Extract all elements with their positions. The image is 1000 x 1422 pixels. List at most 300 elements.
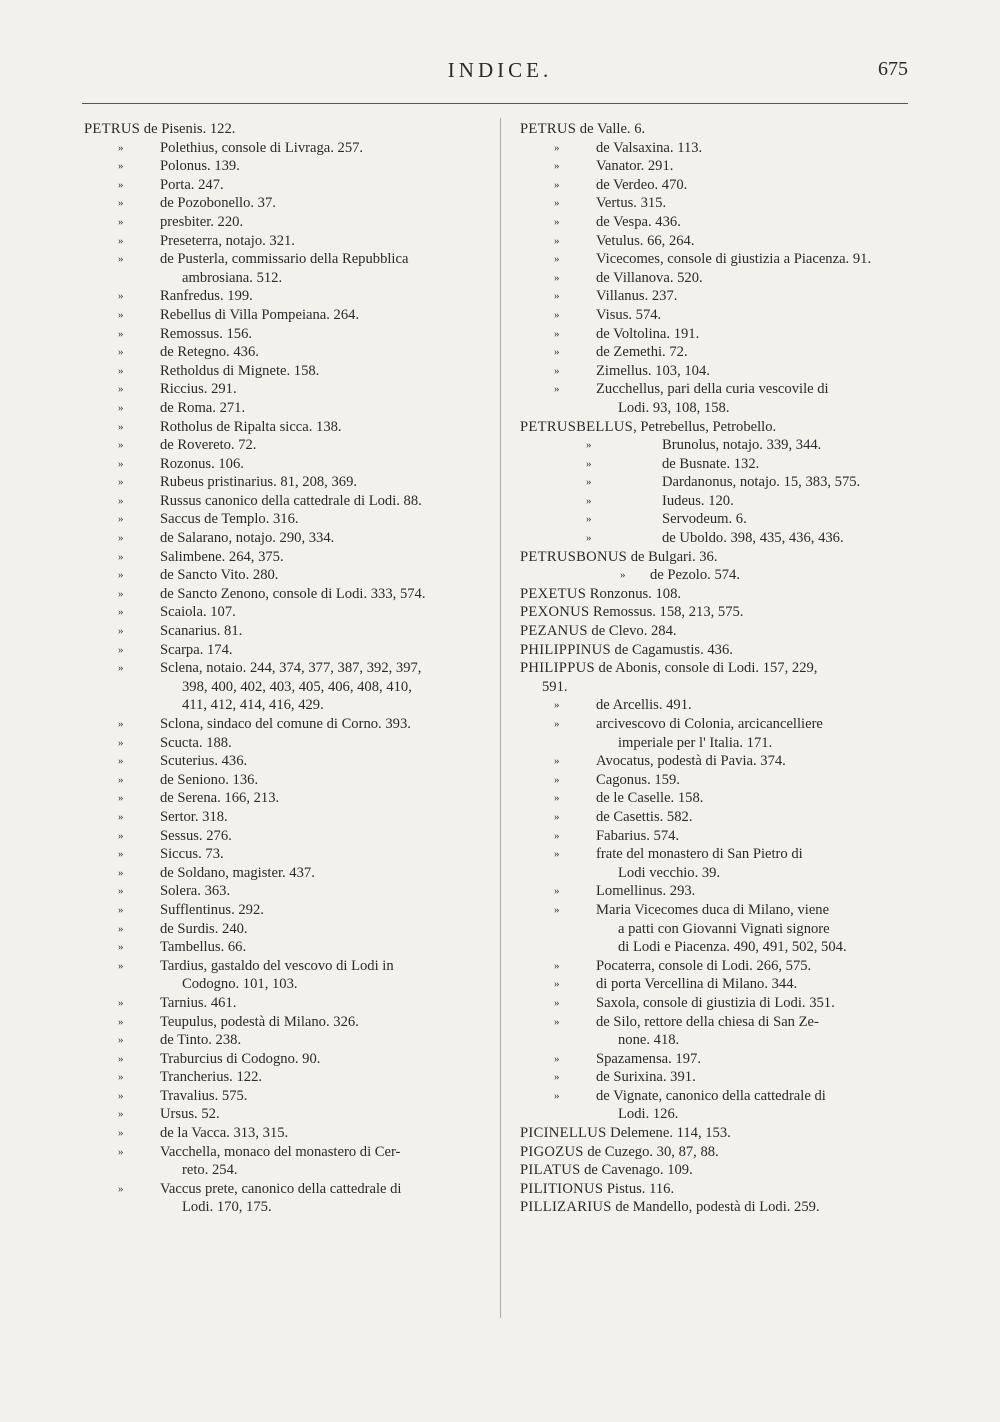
index-entry	[520, 120, 912, 139]
index-entry	[520, 566, 912, 585]
index-entry	[84, 1105, 482, 1124]
entry-continuation: none. 418.	[618, 1032, 680, 1049]
entry-text: de Sancto Vito. 280.	[160, 567, 279, 584]
index-entry	[520, 603, 912, 622]
ditto-mark: »	[554, 197, 560, 210]
index-entry	[520, 418, 912, 437]
ditto-mark: »	[118, 494, 124, 507]
entry-text: de Tinto. 238.	[160, 1032, 242, 1049]
entry-text: de Vespa. 436.	[596, 213, 681, 230]
index-entry	[520, 1143, 912, 1162]
index-entry	[84, 827, 482, 846]
index-entry	[84, 771, 482, 790]
index-entry	[520, 362, 912, 381]
entry-text: Delemene. 114, 153.	[606, 1125, 731, 1142]
ditto-mark: »	[586, 494, 592, 507]
ditto-mark: »	[554, 829, 560, 842]
ditto-mark: »	[118, 476, 124, 489]
entry-text: Avocatus, podestà di Pavia. 374.	[596, 753, 786, 770]
index-entry	[520, 641, 912, 660]
ditto-mark: »	[586, 513, 592, 526]
ditto-mark: »	[118, 197, 124, 210]
entry-continuation: Lodi. 93, 108, 158.	[618, 399, 730, 416]
index-entry	[84, 380, 482, 399]
index-entry	[84, 139, 482, 158]
entry-text: Solera. 363.	[160, 883, 231, 900]
ditto-mark: »	[118, 662, 124, 675]
index-entry	[84, 1143, 482, 1180]
ditto-mark: »	[554, 141, 560, 154]
ditto-mark: »	[118, 718, 124, 730]
ditto-mark: »	[118, 941, 124, 954]
index-entry	[84, 734, 482, 753]
ditto-mark: »	[554, 290, 560, 303]
entry-text: de Roma. 271.	[160, 399, 246, 416]
entry-text: presbiter. 220.	[160, 213, 244, 230]
entry-headword: PETRUS	[520, 121, 577, 137]
entry-headword: PETRUS	[84, 121, 141, 137]
index-entry	[520, 306, 912, 325]
ditto-mark: »	[118, 792, 124, 805]
index-entry	[520, 901, 912, 957]
index-entry	[84, 250, 482, 287]
entry-text: Vertus. 315.	[596, 195, 667, 212]
ditto-mark: »	[118, 569, 124, 582]
entry-text: Vicecomes, console di giustizia a Piacenza. 91.	[596, 251, 872, 268]
entry-text: de Cagamustis. 436.	[610, 641, 733, 658]
ditto-mark: »	[118, 401, 124, 414]
entry-text: de Sancto Zenono, console di Lodi. 333, 574.	[160, 585, 426, 602]
index-entry	[84, 120, 482, 139]
entry-text: Saxola, console di giustizia di Lodi. 351.	[596, 994, 835, 1011]
index-entry	[84, 641, 482, 660]
ditto-mark: »	[554, 699, 560, 712]
entry-headword: PICINELLUS	[520, 1125, 607, 1142]
index-entry	[84, 938, 482, 957]
index-entry	[520, 622, 912, 641]
entry-text: de Retegno. 436.	[160, 344, 259, 361]
ditto-mark: »	[118, 178, 124, 191]
ditto-mark: »	[118, 755, 124, 768]
entry-text: Scucta. 188.	[160, 734, 232, 751]
ditto-mark: »	[118, 1145, 124, 1158]
index-entry	[84, 287, 482, 306]
index-entry	[84, 399, 482, 418]
index-entry	[520, 585, 912, 604]
ditto-mark: »	[554, 364, 560, 377]
ditto-mark: »	[118, 643, 124, 656]
entry-headword: PETRUSBONUS	[520, 548, 628, 565]
index-entry	[84, 548, 482, 567]
entry-text: Rebellus di Villa Pompeiana. 264.	[160, 306, 360, 323]
index-entry	[84, 473, 482, 492]
ditto-mark: »	[586, 439, 592, 452]
index-entry	[84, 306, 482, 325]
ditto-mark: »	[118, 383, 124, 396]
entry-text: Russus canonico della cattedrale di Lodi. 88.	[160, 492, 422, 509]
index-entry	[520, 510, 912, 529]
index-entry	[520, 380, 912, 417]
entry-text: Vetulus. 66, 264.	[596, 232, 695, 249]
ditto-mark: »	[554, 1089, 560, 1102]
ditto-mark: »	[118, 346, 124, 359]
entry-continuation: Codogno. 101, 103.	[182, 976, 298, 993]
ditto-mark: »	[554, 271, 560, 284]
entry-continuation: reto. 254.	[182, 1162, 238, 1179]
index-entry	[84, 1068, 482, 1087]
entry-text: Polethius, console di Livraga. 257.	[160, 139, 364, 156]
index-entry	[520, 827, 912, 846]
entry-text: de Serena. 166, 213.	[160, 790, 280, 807]
entry-text: Vacchella, monaco del monastero di Cer-	[160, 1143, 401, 1160]
entry-headword: PETRUSBELLUS	[520, 418, 634, 435]
ditto-mark: »	[118, 829, 124, 842]
index-entry	[84, 864, 482, 883]
index-entry	[84, 510, 482, 529]
index-entry	[84, 901, 482, 920]
ditto-mark: »	[586, 476, 592, 489]
entry-text: Salimbene. 264, 375.	[160, 548, 284, 565]
ditto-mark: »	[554, 718, 560, 730]
index-entry	[520, 548, 912, 567]
entry-headword: PILLIZARIUS	[520, 1199, 612, 1216]
entry-continuation: 591.	[542, 678, 568, 695]
ditto-mark: »	[118, 141, 124, 154]
entry-text: de Zemethi. 72.	[596, 344, 688, 361]
entry-text: Tarnius. 461.	[160, 994, 237, 1011]
left-column	[84, 120, 482, 1217]
ditto-mark: »	[554, 346, 560, 359]
entry-text: Fabarius. 574.	[596, 827, 680, 844]
entry-text: Siccus. 73.	[160, 846, 224, 863]
entry-text: Saccus de Templo. 316.	[160, 511, 299, 528]
entry-text: Scuterius. 436.	[160, 753, 248, 770]
index-entry	[520, 715, 912, 752]
ditto-mark: »	[118, 625, 124, 638]
index-entry	[520, 1124, 912, 1143]
ditto-mark: »	[118, 439, 124, 452]
ditto-mark: »	[118, 457, 124, 470]
entry-text: de Uboldo. 398, 435, 436, 436.	[662, 530, 844, 547]
index-entry	[520, 771, 912, 790]
entry-text: Ranfredus. 199.	[160, 288, 253, 305]
index-entry	[84, 920, 482, 939]
entry-text: de Silo, rettore della chiesa di San Ze-	[596, 1013, 819, 1030]
entry-text: de Villanova. 520.	[596, 269, 703, 286]
entry-text: Cagonus. 159.	[596, 771, 680, 788]
index-entry	[520, 492, 912, 511]
entry-text: de Pezolo. 574.	[650, 567, 740, 584]
ditto-mark: »	[118, 550, 124, 563]
entry-text: Scarpa. 174.	[160, 641, 233, 658]
entry-text: de la Vacca. 313, 315.	[160, 1125, 289, 1142]
entry-text: di porta Vercellina di Milano. 344.	[596, 976, 798, 993]
entry-text: Pistus. 116.	[603, 1180, 675, 1197]
entry-continuation: imperiale per l' Italia. 171.	[618, 734, 773, 751]
index-entry	[520, 213, 912, 232]
ditto-mark: »	[118, 420, 124, 433]
index-entry	[84, 418, 482, 437]
entry-continuation: a patti con Giovanni Vignati signore	[618, 920, 830, 937]
index-entry	[84, 213, 482, 232]
entry-text: Rotholus de Ripalta sicca. 138.	[160, 418, 342, 435]
index-entry	[84, 882, 482, 901]
entry-headword: PEXONUS	[520, 604, 590, 621]
entry-continuation: Lodi vecchio. 39.	[618, 864, 721, 881]
entry-text: Remossus. 158, 213, 575.	[589, 604, 744, 621]
index-entry	[84, 715, 482, 734]
ditto-mark: »	[586, 532, 592, 545]
entry-continuation: 398, 400, 402, 403, 405, 406, 408, 410,	[182, 678, 412, 695]
ditto-mark: »	[118, 327, 124, 340]
ditto-mark: »	[554, 885, 560, 898]
right-column	[520, 120, 912, 1217]
entry-text: Sclona, sindaco del comune di Corno. 393.	[160, 716, 411, 732]
entry-headword: PHILIPPINUS	[520, 641, 611, 658]
ditto-mark: »	[554, 160, 560, 173]
index-entry	[520, 808, 912, 827]
ditto-mark: »	[554, 1052, 560, 1065]
ditto-mark: »	[118, 606, 124, 619]
index-entry	[520, 455, 912, 474]
entry-text: de Salarano, notajo. 290, 334.	[160, 530, 335, 547]
ditto-mark: »	[554, 1015, 560, 1028]
entry-text: Vanator. 291.	[596, 158, 674, 175]
entry-text: Rubeus pristinarius. 81, 208, 369.	[160, 474, 358, 491]
index-entry	[520, 659, 912, 696]
ditto-mark: »	[586, 457, 592, 470]
entry-text: de Pozobonello. 37.	[160, 195, 276, 212]
ditto-mark: »	[118, 290, 124, 303]
entry-text: arcivescovo di Colonia, arcicancelliere	[596, 716, 823, 732]
ditto-mark: »	[554, 327, 560, 340]
ditto-mark: »	[118, 364, 124, 377]
index-entry	[520, 436, 912, 455]
ditto-mark: »	[554, 810, 560, 823]
entry-text: Maria Vicecomes duca di Milano, viene	[596, 901, 830, 918]
ditto-mark: »	[118, 1015, 124, 1028]
entry-text: Tambellus. 66.	[160, 939, 247, 956]
entry-text: de Pisenis. 122.	[140, 121, 236, 137]
entry-text: Sclena, notaio. 244, 374, 377, 387, 392, 397,	[160, 660, 422, 677]
index-entry	[84, 455, 482, 474]
entry-text: Pocaterra, console di Lodi. 266, 575.	[596, 957, 812, 974]
ditto-mark: »	[554, 215, 560, 228]
ditto-mark: »	[554, 903, 560, 916]
entry-text: Servodeum. 6.	[662, 511, 747, 528]
index-entry	[84, 436, 482, 455]
entry-continuation: Lodi. 126.	[618, 1106, 679, 1123]
entry-headword: PEXETUS	[520, 585, 587, 602]
index-entry	[520, 1087, 912, 1124]
entry-text: frate del monastero di San Pietro di	[596, 846, 803, 863]
ditto-mark: »	[118, 234, 124, 247]
index-entry	[84, 1124, 482, 1143]
index-entry	[520, 1198, 912, 1217]
ditto-mark: »	[118, 848, 124, 861]
index-entry	[520, 325, 912, 344]
entry-text: Ronzonus. 108.	[586, 585, 682, 602]
ditto-mark: »	[554, 234, 560, 247]
ditto-mark: »	[118, 1108, 124, 1121]
index-entry	[520, 1161, 912, 1180]
index-entry	[520, 287, 912, 306]
ditto-mark: »	[554, 792, 560, 805]
index-entry	[520, 994, 912, 1013]
entry-text: Zimellus. 103, 104.	[596, 362, 710, 379]
index-entry	[520, 139, 912, 158]
entry-text: Visus. 574.	[596, 306, 662, 323]
ditto-mark: »	[118, 996, 124, 1009]
entry-text: de Voltolina. 191.	[596, 325, 700, 342]
entry-text: Tardius, gastaldo del vescovo di Lodi in	[160, 957, 394, 974]
entry-text: Remossus. 156.	[160, 325, 253, 342]
entry-text: Travalius. 575.	[160, 1087, 248, 1104]
ditto-mark: »	[118, 736, 124, 749]
entry-text: Porta. 247.	[160, 176, 224, 193]
index-entry	[84, 752, 482, 771]
entry-text: de Valle. 6.	[576, 121, 646, 137]
index-entry	[520, 1013, 912, 1050]
entry-text: de Pusterla, commissario della Repubblica	[160, 251, 409, 268]
index-entry	[84, 808, 482, 827]
index-entry	[84, 232, 482, 251]
index-entry	[520, 1050, 912, 1069]
entry-text: de Mandello, podestà di Lodi. 259.	[611, 1199, 820, 1216]
entry-text: Lomellinus. 293.	[596, 883, 696, 900]
ditto-mark: »	[118, 1089, 124, 1102]
index-entry	[520, 789, 912, 808]
entry-text: Riccius. 291.	[160, 381, 237, 398]
ditto-mark: »	[118, 1034, 124, 1047]
entry-text: de Rovereto. 72.	[160, 437, 257, 454]
index-entry	[520, 194, 912, 213]
index-entry	[520, 232, 912, 251]
header-rule	[82, 103, 908, 104]
index-entry	[520, 1180, 912, 1199]
entry-text: Sufflentinus. 292.	[160, 901, 264, 918]
ditto-mark: »	[118, 253, 124, 266]
index-entry	[520, 473, 912, 492]
index-entry	[520, 343, 912, 362]
ditto-mark: »	[118, 810, 124, 823]
ditto-mark: »	[118, 1071, 124, 1084]
ditto-mark: »	[554, 253, 560, 266]
ditto-mark: »	[118, 922, 124, 935]
entry-text: de Soldano, magister. 437.	[160, 864, 315, 881]
index-entry	[84, 603, 482, 622]
index-entry	[84, 325, 482, 344]
entry-text: Zucchellus, pari della curia vescovile di	[596, 381, 829, 398]
entry-text: de Bulgari. 36.	[627, 548, 718, 565]
entry-text: de Casettis. 582.	[596, 808, 693, 825]
index-entry	[520, 845, 912, 882]
entry-text: Sertor. 318.	[160, 808, 228, 825]
entry-text: de Cavenago. 109.	[580, 1162, 693, 1179]
ditto-mark: »	[118, 587, 124, 600]
entry-text: Iudeus. 120.	[662, 492, 734, 509]
index-entry	[520, 957, 912, 976]
entry-text: de Surdis. 240.	[160, 920, 248, 937]
index-entry	[84, 845, 482, 864]
index-entry	[84, 529, 482, 548]
entry-text: Villanus. 237.	[596, 288, 678, 305]
ditto-mark: »	[118, 1127, 124, 1140]
ditto-mark: »	[554, 308, 560, 321]
ditto-mark: »	[554, 1071, 560, 1084]
index-entry	[84, 1180, 482, 1217]
entry-continuation: Lodi. 170, 175.	[182, 1199, 272, 1216]
entry-text: Trancherius. 122.	[160, 1069, 263, 1086]
ditto-mark: »	[118, 866, 124, 879]
index-entry	[520, 975, 912, 994]
entry-headword: PIGOZUS	[520, 1143, 584, 1160]
index-entry	[520, 882, 912, 901]
index-entry	[84, 585, 482, 604]
index-entry	[84, 194, 482, 213]
ditto-mark: »	[118, 513, 124, 526]
entry-text: de Vignate, canonico della cattedrale di	[596, 1087, 826, 1104]
ditto-mark: »	[554, 978, 560, 991]
entry-text: de Clevo. 284.	[587, 623, 677, 640]
entry-text: de Abonis, console di Lodi. 157, 229,	[594, 660, 818, 677]
index-entry	[84, 1050, 482, 1069]
ditto-mark: »	[118, 532, 124, 545]
entry-text: Teupulus, podestà di Milano. 326.	[160, 1013, 359, 1030]
ditto-mark: »	[554, 755, 560, 768]
entry-text: Scanarius. 81.	[160, 623, 243, 640]
index-entry	[84, 789, 482, 808]
entry-text: de Busnate. 132.	[662, 455, 760, 472]
column-divider	[500, 118, 501, 1318]
index-entry	[84, 1031, 482, 1050]
entry-text: Traburcius di Codogno. 90.	[160, 1050, 321, 1067]
entry-text: de Surixina. 391.	[596, 1069, 696, 1086]
page-title: INDICE.	[447, 58, 553, 82]
index-entry	[84, 957, 482, 994]
entry-headword: PILITIONUS	[520, 1180, 604, 1197]
entry-text: , Petrebellus, Petrobello.	[633, 418, 777, 435]
entry-headword: PILATUS	[520, 1162, 581, 1179]
ditto-mark: »	[118, 1052, 124, 1065]
index-entry	[84, 1013, 482, 1032]
index-entry	[520, 529, 912, 548]
entry-text: Ursus. 52.	[160, 1106, 220, 1123]
index-entry	[520, 269, 912, 288]
ditto-mark: »	[554, 996, 560, 1009]
entry-text: Scaiola. 107.	[160, 604, 236, 621]
index-entry	[520, 176, 912, 195]
ditto-mark: »	[118, 959, 124, 972]
page-number: 675	[878, 58, 908, 80]
ditto-mark: »	[118, 160, 124, 173]
index-entry	[520, 696, 912, 715]
entry-text: Preseterra, notajo. 321.	[160, 232, 295, 249]
entry-text: Polonus. 139.	[160, 158, 240, 175]
ditto-mark: »	[118, 773, 124, 786]
ditto-mark: »	[118, 903, 124, 916]
entry-continuation: ambrosiana. 512.	[182, 269, 283, 286]
entry-text: Brunolus, notajo. 339, 344.	[662, 437, 822, 454]
index-entry	[84, 566, 482, 585]
entry-text: Rozonus. 106.	[160, 455, 244, 472]
entry-text: de Arcellis. 491.	[596, 697, 692, 714]
entry-text: Vaccus prete, canonico della cattedrale di	[160, 1180, 402, 1197]
entry-continuation: di Lodi e Piacenza. 490, 491, 502, 504.	[618, 939, 847, 956]
index-entry	[520, 250, 912, 269]
index-entry	[84, 176, 482, 195]
entry-text: de le Caselle. 158.	[596, 790, 704, 807]
